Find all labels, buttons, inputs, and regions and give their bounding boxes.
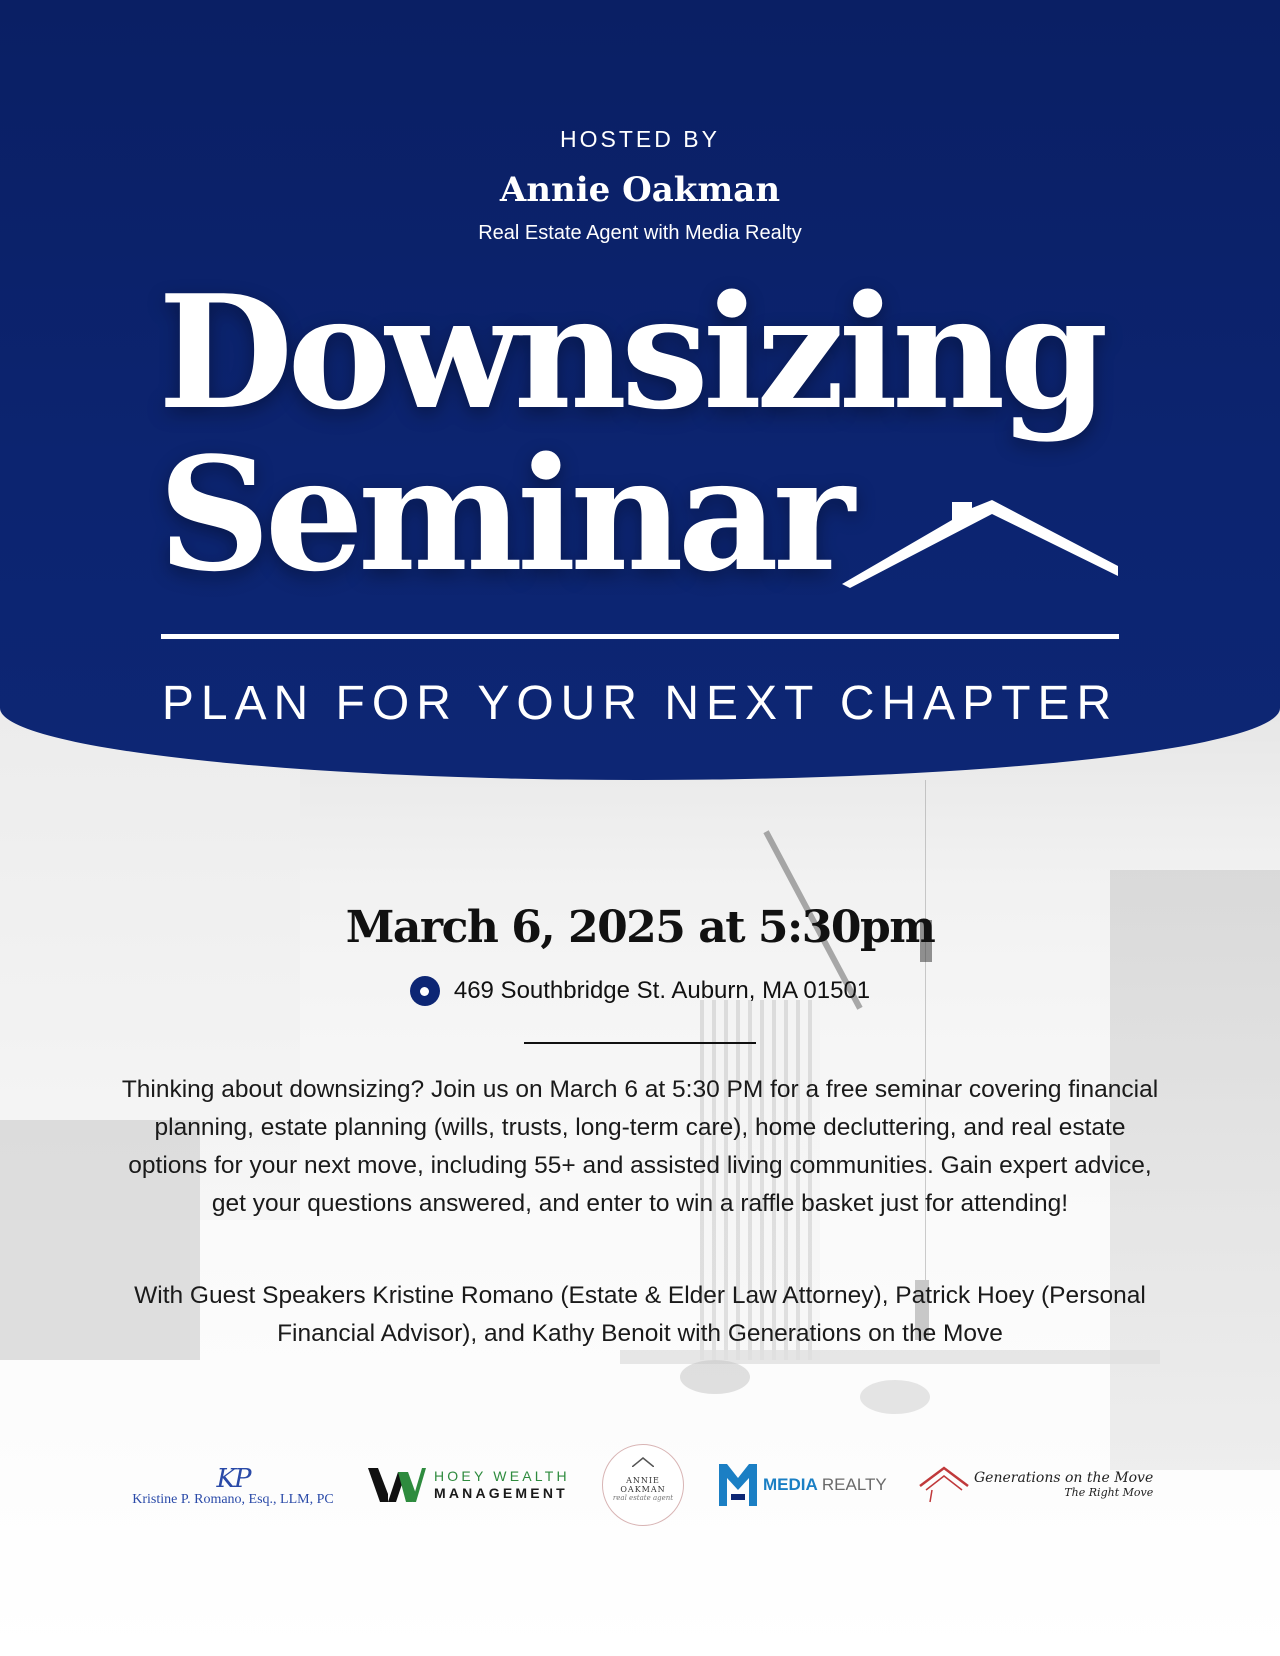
media-realty-logo <box>719 1464 887 1506</box>
host-name: Annie Oakman <box>499 170 781 210</box>
section-divider <box>524 1042 756 1044</box>
event-date-time: March 6, 2025 at 5:30pm <box>345 902 935 953</box>
guest-speakers: With Guest Speakers Kristine Romano (Estate & Elder Law Attorney), Patrick Hoey (Personal Financial Advisor), and Kathy Benoit with Generations on the Move <box>134 1282 1146 1347</box>
house-roof-icon <box>842 500 1118 590</box>
media-suffix: REALTY <box>821 1475 887 1494</box>
annie-oakman-badge <box>602 1444 684 1526</box>
title-line-1: Downsizing <box>158 261 1103 444</box>
media-realty-mark-icon <box>719 1464 757 1506</box>
annie-badge-subtitle: real estate agent <box>612 1494 674 1502</box>
generations-line-1: Generations on the Move <box>974 1469 1154 1486</box>
roof-icon <box>632 1457 654 1467</box>
hoey-line-2: MANAGEMENT <box>434 1485 568 1501</box>
sponsor-logos <box>0 1440 1280 1560</box>
generations-on-the-move-logo <box>918 1464 1153 1504</box>
host-role: Real Estate Agent with Media Realty <box>478 222 802 244</box>
annie-badge-name: ANNIE OAKMAN <box>620 1476 666 1494</box>
kp-firm-name: Kristine P. Romano, Esq., LLM, PC <box>132 1492 334 1507</box>
kristine-romano-logo <box>126 1464 340 1508</box>
hoey-wealth-logo <box>368 1468 570 1502</box>
address-row <box>0 976 1280 1006</box>
media-brand: MEDIA <box>763 1475 818 1494</box>
event-description: Thinking about downsizing? Join us on March 6 at 5:30 PM for a free seminar covering financial planning, estate planning (wills, trusts, long-term care), home decluttering, and real estate options for your next move, including 55+ and assisted living communities. Gain expert advice, get your questions answered, and enter to win a raffle basket just for attending! <box>121 1076 1159 1217</box>
background-stool <box>680 1360 750 1394</box>
event-address: 469 Southbridge St. Auburn, MA 01501 <box>453 977 871 1004</box>
kp-monogram: KP <box>216 1464 250 1494</box>
generations-line-2: The Right Move <box>1064 1485 1154 1499</box>
title-line-2: Seminar <box>158 423 849 606</box>
hoey-line-1: HOEY WEALTH <box>434 1468 570 1484</box>
tagline: PLAN FOR YOUR NEXT CHAPTER <box>161 677 1119 730</box>
background-stool <box>860 1380 930 1414</box>
generations-roof-icon <box>918 1464 970 1504</box>
location-pin-icon <box>410 976 440 1006</box>
title-divider <box>161 634 1119 639</box>
hoey-hw-mark-icon <box>368 1468 426 1502</box>
hosted-by-label: HOSTED BY <box>560 126 720 152</box>
